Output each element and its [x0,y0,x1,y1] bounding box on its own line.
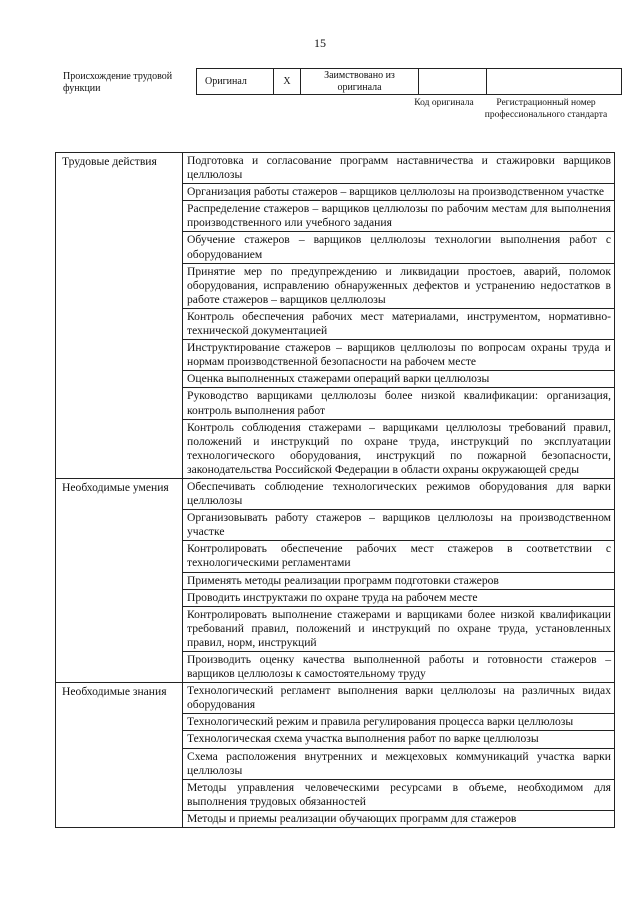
origin-code-cell [419,69,487,95]
origin-reg-number-cell [487,69,622,95]
table-row [56,478,615,509]
section-item: Контроль соблюдения стажерами – варщиками целлюлозы требований правил, положений и инструкций по охране труда, инструкций по эксплуатации технологического оборудования, инструкций по пожарной безопасности, законодательства Российской Федерации в области охраны окружающей среды [183,419,615,478]
table-row [56,153,615,184]
section-item: Проводить инструктажи по охране труда на рабочем месте [183,589,615,606]
origin-original-cell: Оригинал [197,69,274,95]
code-caption: Код оригинала [414,98,474,108]
section-item: Оценка выполненных стажерами операций варки целлюлозы [183,371,615,388]
section-item: Подготовка и согласование программ наставничества и стажировки варщиков целлюлозы [183,153,615,184]
section-item: Методы управления человеческими ресурсами в объеме, необходимом для выполнения трудовых обязанностей [183,779,615,810]
reg-number-caption: Регистрационный номер профессионального стандарта [484,98,608,120]
section-item: Руководство варщиками целлюлозы более низкой квалификации: организация, контроль выполнения работ [183,388,615,419]
section-title: Необходимые знания [56,683,183,828]
section-item: Технологический регламент выполнения варки целлюлозы на различных видах оборудования [183,683,615,714]
section-item: Обеспечивать соблюдение технологических режимов оборудования для варки целлюлозы [183,478,615,509]
section-item: Методы и приемы реализации обучающих программ для стажеров [183,810,615,827]
section-item: Организовывать работу стажеров – варщиков целлюлозы на производственном участке [183,510,615,541]
origin-label: Происхождение трудовой функции [63,71,173,94]
section-item: Инструктирование стажеров – варщиков целлюлозы по вопросам охраны труда и нормам производственной безопасности на рабочем месте [183,340,615,371]
section-item: Схема расположения внутренних и межцеховых коммуникаций участка варки целлюлозы [183,748,615,779]
section-item: Обучение стажеров – варщиков целлюлозы технологии выполнения работ с оборудованием [183,232,615,263]
origin-borrowed-cell: Заимствовано из оригинала [301,69,419,95]
section-item: Принятие мер по предупреждению и ликвидации простоев, аварий, поломок оборудования, исправлению обнаруженных дефектов и устранению недостатков в работе стажеров – варщиков целлюлозы [183,263,615,308]
table-row [56,683,615,714]
section-title: Трудовые действия [56,153,183,479]
section-title: Необходимые умения [56,478,183,682]
section-item: Распределение стажеров – варщиков целлюлозы по рабочим местам для выполнения производственного или учебного задания [183,201,615,232]
section-item: Контролировать обеспечение рабочих мест стажеров в соответствии с технологическими регламентами [183,541,615,572]
section-item: Технологическая схема участка выполнения работ по варке целлюлозы [183,731,615,748]
section-item: Применять методы реализации программ подготовки стажеров [183,572,615,589]
function-table [55,152,615,828]
section-item: Контролировать выполнение стажерами и варщиками более низкой квалификации требований правил, положений и инструкций по охране труда, установленных правил, норм, инструкций [183,606,615,651]
section-item: Производить оценку качества выполненной работы и готовности стажеров – варщиков целлюлозы к самостоятельному труду [183,652,615,683]
section-item: Контроль обеспечения рабочих мест материалами, инструментом, нормативно-технической документацией [183,308,615,339]
origin-mark-cell: X [274,69,301,95]
section-item: Технологический режим и правила регулирования процесса варки целлюлозы [183,714,615,731]
section-item: Организация работы стажеров – варщиков целлюлозы на производственном участке [183,184,615,201]
page-number: 15 [314,36,326,50]
origin-table [196,68,622,95]
